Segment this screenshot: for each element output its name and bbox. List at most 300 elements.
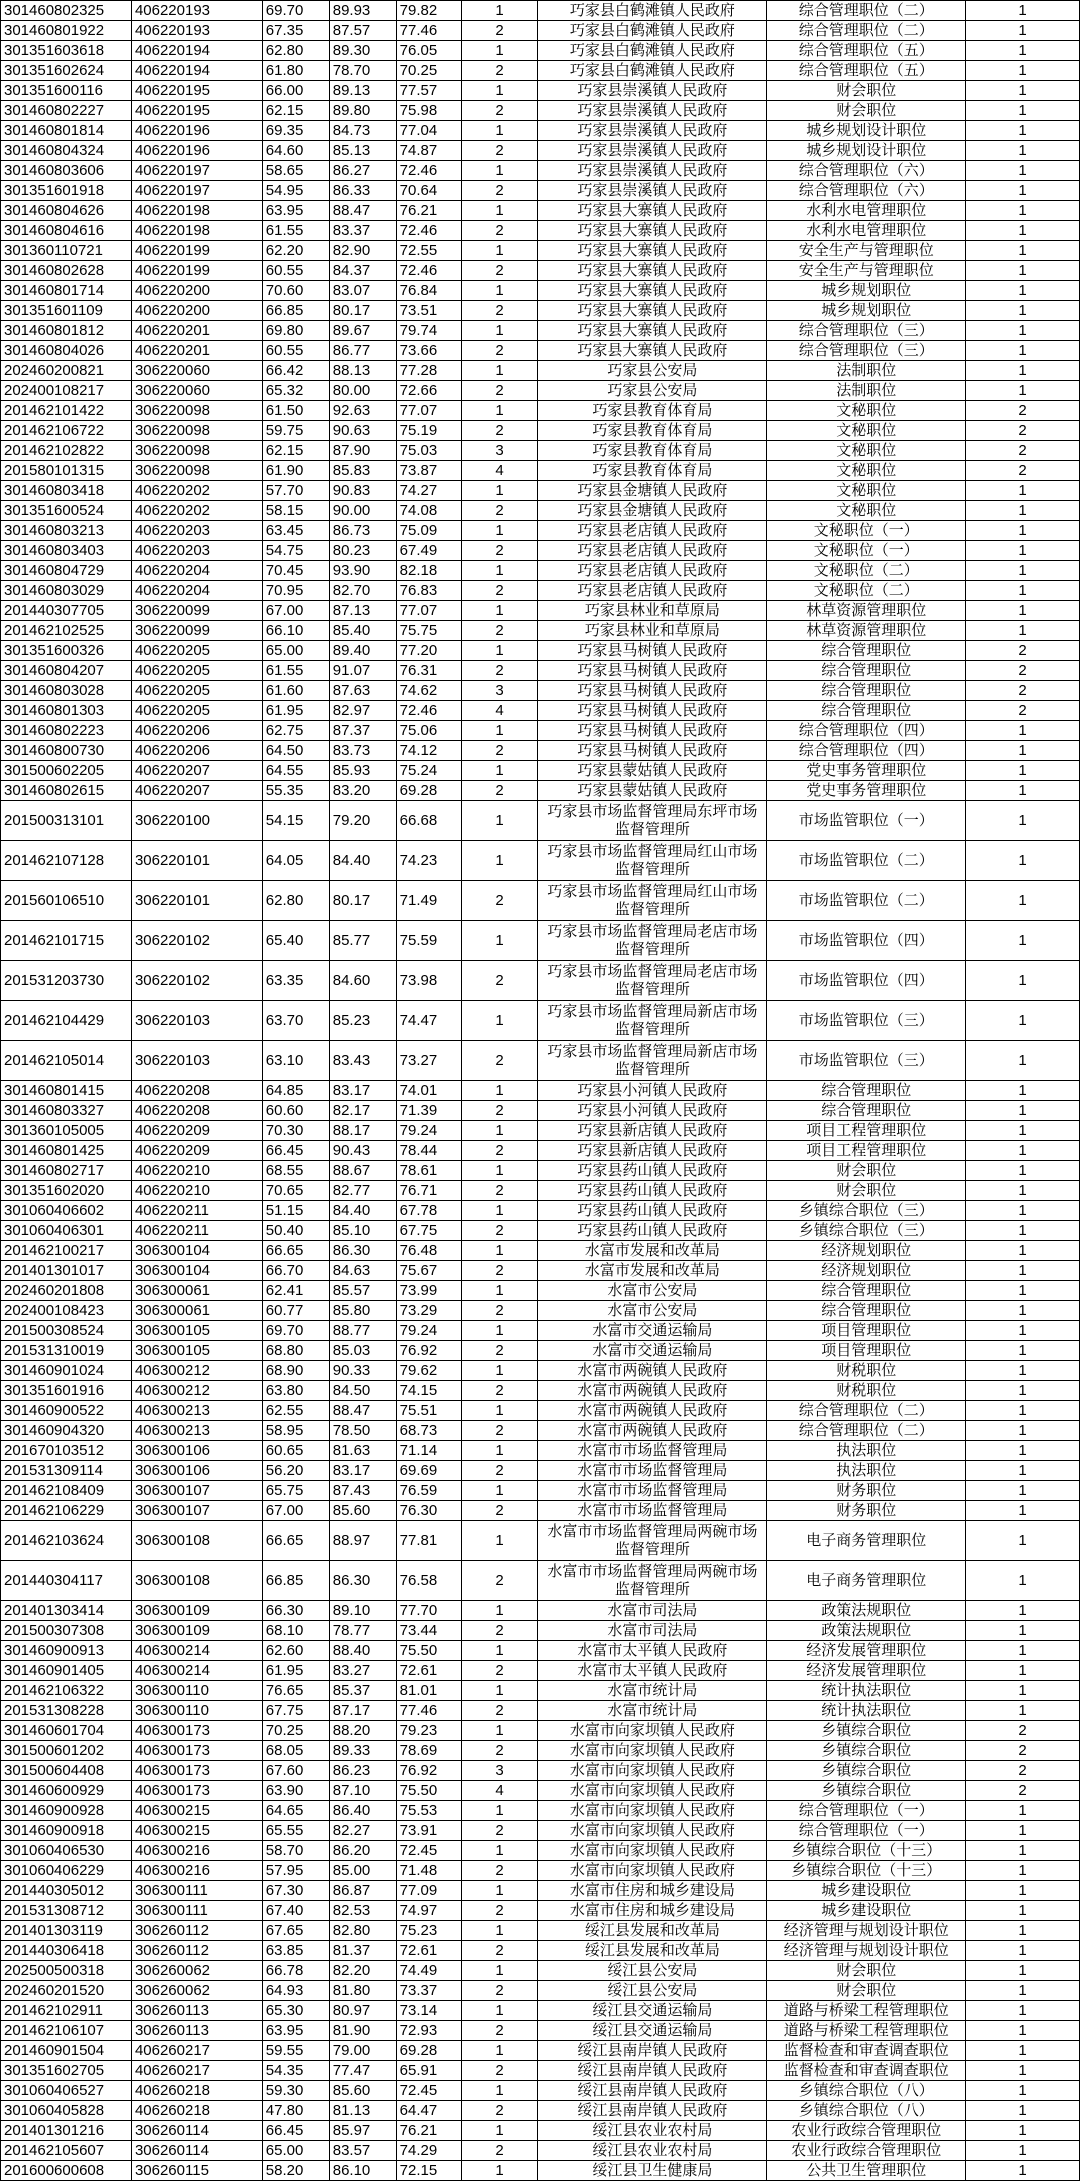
total-score-cell: 76.84 bbox=[396, 281, 461, 301]
employer-cell: 巧家县教育体育局 bbox=[538, 421, 767, 441]
rank-cell: 1 bbox=[461, 521, 538, 541]
rank-cell: 2 bbox=[461, 581, 538, 601]
interview-score-cell: 81.90 bbox=[329, 2021, 396, 2041]
interview-score-cell: 84.37 bbox=[329, 261, 396, 281]
candidate-id-cell: 301360110721 bbox=[1, 241, 132, 261]
candidate-id-cell: 201500313101 bbox=[1, 801, 132, 841]
candidate-id-cell: 301460900522 bbox=[1, 1401, 132, 1421]
position-name-cell: 乡镇综合职位 bbox=[767, 1761, 966, 1781]
total-score-cell: 73.27 bbox=[396, 1041, 461, 1081]
quota-cell: 2 bbox=[966, 441, 1080, 461]
total-score-cell: 72.46 bbox=[396, 701, 461, 721]
rank-cell: 2 bbox=[461, 961, 538, 1001]
candidate-id-cell: 301351603618 bbox=[1, 41, 132, 61]
rank-cell: 1 bbox=[461, 721, 538, 741]
table-row bbox=[1, 1841, 1080, 1861]
position-name-cell: 财会职位 bbox=[767, 1981, 966, 2001]
position-code-cell: 406220197 bbox=[131, 181, 262, 201]
quota-cell: 1 bbox=[966, 21, 1080, 41]
interview-score-cell: 87.37 bbox=[329, 721, 396, 741]
quota-cell: 1 bbox=[966, 1661, 1080, 1681]
quota-cell: 1 bbox=[966, 561, 1080, 581]
employer-cell: 水富市司法局 bbox=[538, 1601, 767, 1621]
total-score-cell: 68.73 bbox=[396, 1421, 461, 1441]
position-code-cell: 306300111 bbox=[131, 1901, 262, 1921]
position-name-cell: 乡镇综合职位 bbox=[767, 1741, 966, 1761]
rank-cell: 1 bbox=[461, 1441, 538, 1461]
position-code-cell: 306220098 bbox=[131, 441, 262, 461]
position-code-cell: 306300108 bbox=[131, 1561, 262, 1601]
rank-cell: 1 bbox=[461, 761, 538, 781]
table-row bbox=[1, 421, 1080, 441]
rank-cell: 2 bbox=[461, 541, 538, 561]
table-row bbox=[1, 1561, 1080, 1601]
interview-score-cell: 82.80 bbox=[329, 1921, 396, 1941]
table-row bbox=[1, 141, 1080, 161]
written-score-cell: 68.10 bbox=[262, 1621, 329, 1641]
candidate-id-cell: 201531308228 bbox=[1, 1701, 132, 1721]
quota-cell: 1 bbox=[966, 2041, 1080, 2061]
quota-cell: 1 bbox=[966, 1301, 1080, 1321]
interview-score-cell: 80.00 bbox=[329, 381, 396, 401]
position-name-cell: 财税职位 bbox=[767, 1381, 966, 1401]
candidate-id-cell: 301360105005 bbox=[1, 1121, 132, 1141]
candidate-id-cell: 201462105607 bbox=[1, 2141, 132, 2161]
position-name-cell: 监督检查和审查调查职位 bbox=[767, 2061, 966, 2081]
candidate-id-cell: 301460800730 bbox=[1, 741, 132, 761]
total-score-cell: 73.98 bbox=[396, 961, 461, 1001]
position-code-cell: 406300214 bbox=[131, 1661, 262, 1681]
quota-cell: 1 bbox=[966, 221, 1080, 241]
position-code-cell: 406220209 bbox=[131, 1121, 262, 1141]
table-row bbox=[1, 381, 1080, 401]
employer-cell: 巧家县马树镇人民政府 bbox=[538, 741, 767, 761]
position-code-cell: 306260114 bbox=[131, 2121, 262, 2141]
position-name-cell: 综合管理职位（二） bbox=[767, 1401, 966, 1421]
total-score-cell: 67.49 bbox=[396, 541, 461, 561]
table-body bbox=[1, 1, 1080, 2181]
employer-cell: 巧家县金塘镇人民政府 bbox=[538, 501, 767, 521]
employer-cell: 水富市向家坝镇人民政府 bbox=[538, 1821, 767, 1841]
quota-cell: 1 bbox=[966, 341, 1080, 361]
interview-score-cell: 88.97 bbox=[329, 1521, 396, 1561]
position-code-cell: 406300212 bbox=[131, 1361, 262, 1381]
position-code-cell: 406300215 bbox=[131, 1801, 262, 1821]
position-name-cell: 城乡建设职位 bbox=[767, 1881, 966, 1901]
table-row bbox=[1, 1901, 1080, 1921]
rank-cell: 2 bbox=[461, 2061, 538, 2081]
rank-cell: 1 bbox=[461, 1081, 538, 1101]
rank-cell: 1 bbox=[461, 1681, 538, 1701]
rank-cell: 1 bbox=[461, 201, 538, 221]
written-score-cell: 60.65 bbox=[262, 1441, 329, 1461]
interview-score-cell: 86.23 bbox=[329, 1761, 396, 1781]
employer-cell: 水富市向家坝镇人民政府 bbox=[538, 1741, 767, 1761]
interview-score-cell: 84.60 bbox=[329, 961, 396, 1001]
position-name-cell: 综合管理职位（四） bbox=[767, 721, 966, 741]
candidate-id-cell: 201462106107 bbox=[1, 2021, 132, 2041]
interview-score-cell: 81.13 bbox=[329, 2101, 396, 2121]
rank-cell: 2 bbox=[461, 1901, 538, 1921]
rank-cell: 3 bbox=[461, 441, 538, 461]
position-code-cell: 406260217 bbox=[131, 2061, 262, 2081]
rank-cell: 2 bbox=[461, 1461, 538, 1481]
written-score-cell: 62.55 bbox=[262, 1401, 329, 1421]
total-score-cell: 73.87 bbox=[396, 461, 461, 481]
interview-score-cell: 93.90 bbox=[329, 561, 396, 581]
written-score-cell: 70.95 bbox=[262, 581, 329, 601]
total-score-cell: 69.28 bbox=[396, 781, 461, 801]
position-name-cell: 综合管理职位 bbox=[767, 661, 966, 681]
written-score-cell: 62.80 bbox=[262, 881, 329, 921]
position-code-cell: 306260113 bbox=[131, 2021, 262, 2041]
employer-cell: 巧家县药山镇人民政府 bbox=[538, 1201, 767, 1221]
employer-cell: 绥江县农业农村局 bbox=[538, 2141, 767, 2161]
interview-score-cell: 81.63 bbox=[329, 1441, 396, 1461]
total-score-cell: 73.91 bbox=[396, 1821, 461, 1841]
rank-cell: 2 bbox=[461, 1141, 538, 1161]
interview-score-cell: 89.33 bbox=[329, 1741, 396, 1761]
position-code-cell: 406220207 bbox=[131, 761, 262, 781]
written-score-cell: 63.95 bbox=[262, 2021, 329, 2041]
table-row bbox=[1, 361, 1080, 381]
candidate-id-cell: 201580101315 bbox=[1, 461, 132, 481]
table-row bbox=[1, 641, 1080, 661]
table-row bbox=[1, 801, 1080, 841]
position-name-cell: 道路与桥梁工程管理职位 bbox=[767, 2001, 966, 2021]
position-name-cell: 经济发展管理职位 bbox=[767, 1661, 966, 1681]
candidate-id-cell: 201462106322 bbox=[1, 1681, 132, 1701]
interview-score-cell: 82.20 bbox=[329, 1961, 396, 1981]
total-score-cell: 82.18 bbox=[396, 561, 461, 581]
position-code-cell: 306300107 bbox=[131, 1481, 262, 1501]
candidate-id-cell: 301460803327 bbox=[1, 1101, 132, 1121]
position-name-cell: 项目工程管理职位 bbox=[767, 1141, 966, 1161]
employer-cell: 绥江县公安局 bbox=[538, 1981, 767, 2001]
position-code-cell: 406300216 bbox=[131, 1841, 262, 1861]
employer-cell: 巧家县公安局 bbox=[538, 361, 767, 381]
rank-cell: 2 bbox=[461, 1221, 538, 1241]
table-row bbox=[1, 2061, 1080, 2081]
candidate-id-cell: 301460802615 bbox=[1, 781, 132, 801]
quota-cell: 1 bbox=[966, 621, 1080, 641]
quota-cell: 1 bbox=[966, 481, 1080, 501]
candidate-id-cell: 201462102525 bbox=[1, 621, 132, 641]
table-row bbox=[1, 281, 1080, 301]
candidate-id-cell: 301060405828 bbox=[1, 2101, 132, 2121]
rank-cell: 2 bbox=[461, 661, 538, 681]
rank-cell: 1 bbox=[461, 1961, 538, 1981]
written-score-cell: 61.50 bbox=[262, 401, 329, 421]
interview-score-cell: 85.57 bbox=[329, 1281, 396, 1301]
quota-cell: 2 bbox=[966, 421, 1080, 441]
candidate-id-cell: 301460804324 bbox=[1, 141, 132, 161]
interview-score-cell: 88.67 bbox=[329, 1161, 396, 1181]
written-score-cell: 58.65 bbox=[262, 161, 329, 181]
employer-cell: 巧家县马树镇人民政府 bbox=[538, 701, 767, 721]
rank-cell: 2 bbox=[461, 141, 538, 161]
total-score-cell: 75.19 bbox=[396, 421, 461, 441]
total-score-cell: 74.47 bbox=[396, 1001, 461, 1041]
written-score-cell: 54.15 bbox=[262, 801, 329, 841]
position-name-cell: 乡镇综合职位 bbox=[767, 1781, 966, 1801]
candidate-id-cell: 201560106510 bbox=[1, 881, 132, 921]
position-name-cell: 经济管理与规划设计职位 bbox=[767, 1941, 966, 1961]
total-score-cell: 73.66 bbox=[396, 341, 461, 361]
table-row bbox=[1, 1101, 1080, 1121]
interview-score-cell: 81.80 bbox=[329, 1981, 396, 2001]
candidate-id-cell: 301060406301 bbox=[1, 1221, 132, 1241]
written-score-cell: 66.65 bbox=[262, 1521, 329, 1561]
candidate-id-cell: 301460802628 bbox=[1, 261, 132, 281]
written-score-cell: 62.75 bbox=[262, 721, 329, 741]
total-score-cell: 73.29 bbox=[396, 1301, 461, 1321]
total-score-cell: 75.59 bbox=[396, 921, 461, 961]
candidate-id-cell: 301460804626 bbox=[1, 201, 132, 221]
interview-score-cell: 87.57 bbox=[329, 21, 396, 41]
quota-cell: 1 bbox=[966, 1901, 1080, 1921]
rank-cell: 1 bbox=[461, 921, 538, 961]
employer-cell: 巧家县崇溪镇人民政府 bbox=[538, 101, 767, 121]
written-score-cell: 66.85 bbox=[262, 1561, 329, 1601]
total-score-cell: 72.46 bbox=[396, 261, 461, 281]
rank-cell: 2 bbox=[461, 341, 538, 361]
written-score-cell: 63.95 bbox=[262, 201, 329, 221]
employer-cell: 巧家县大寨镇人民政府 bbox=[538, 241, 767, 261]
quota-cell: 1 bbox=[966, 2081, 1080, 2101]
position-code-cell: 406220205 bbox=[131, 641, 262, 661]
interview-score-cell: 83.43 bbox=[329, 1041, 396, 1081]
position-name-cell: 综合管理职位（二） bbox=[767, 21, 966, 41]
interview-score-cell: 82.53 bbox=[329, 1901, 396, 1921]
position-code-cell: 406260218 bbox=[131, 2101, 262, 2121]
rank-cell: 1 bbox=[461, 2081, 538, 2101]
interview-score-cell: 90.43 bbox=[329, 1141, 396, 1161]
total-score-cell: 72.46 bbox=[396, 221, 461, 241]
total-score-cell: 77.09 bbox=[396, 1881, 461, 1901]
written-score-cell: 54.35 bbox=[262, 2061, 329, 2081]
interview-score-cell: 79.20 bbox=[329, 801, 396, 841]
written-score-cell: 67.30 bbox=[262, 1881, 329, 1901]
written-score-cell: 59.75 bbox=[262, 421, 329, 441]
quota-cell: 1 bbox=[966, 1, 1080, 21]
rank-cell: 3 bbox=[461, 1761, 538, 1781]
position-name-cell: 文秘职位 bbox=[767, 501, 966, 521]
position-code-cell: 306260112 bbox=[131, 1921, 262, 1941]
table-row bbox=[1, 1921, 1080, 1941]
interview-score-cell: 84.63 bbox=[329, 1261, 396, 1281]
table-row bbox=[1, 1781, 1080, 1801]
quota-cell: 1 bbox=[966, 241, 1080, 261]
employer-cell: 巧家县马树镇人民政府 bbox=[538, 661, 767, 681]
quota-cell: 1 bbox=[966, 1681, 1080, 1701]
total-score-cell: 74.12 bbox=[396, 741, 461, 761]
table-row bbox=[1, 1221, 1080, 1241]
table-row bbox=[1, 1401, 1080, 1421]
candidate-id-cell: 201462101422 bbox=[1, 401, 132, 421]
employer-cell: 水富市发展和改革局 bbox=[538, 1241, 767, 1261]
table-row bbox=[1, 761, 1080, 781]
table-row bbox=[1, 1321, 1080, 1341]
position-name-cell: 市场监管职位（一） bbox=[767, 801, 966, 841]
written-score-cell: 63.35 bbox=[262, 961, 329, 1001]
position-code-cell: 306300110 bbox=[131, 1701, 262, 1721]
rank-cell: 2 bbox=[461, 781, 538, 801]
employer-cell: 绥江县公安局 bbox=[538, 1961, 767, 1981]
total-score-cell: 70.64 bbox=[396, 181, 461, 201]
position-code-cell: 406220200 bbox=[131, 281, 262, 301]
rank-cell: 2 bbox=[461, 741, 538, 761]
position-name-cell: 法制职位 bbox=[767, 361, 966, 381]
employer-cell: 巧家县金塘镇人民政府 bbox=[538, 481, 767, 501]
position-code-cell: 306300108 bbox=[131, 1521, 262, 1561]
interview-score-cell: 80.17 bbox=[329, 881, 396, 921]
rank-cell: 2 bbox=[461, 1301, 538, 1321]
quota-cell: 1 bbox=[966, 321, 1080, 341]
table-row bbox=[1, 561, 1080, 581]
interview-score-cell: 85.93 bbox=[329, 761, 396, 781]
total-score-cell: 73.99 bbox=[396, 1281, 461, 1301]
total-score-cell: 79.74 bbox=[396, 321, 461, 341]
employer-cell: 水富市向家坝镇人民政府 bbox=[538, 1761, 767, 1781]
interview-score-cell: 87.63 bbox=[329, 681, 396, 701]
quota-cell: 1 bbox=[966, 1081, 1080, 1101]
interview-score-cell: 85.03 bbox=[329, 1341, 396, 1361]
total-score-cell: 77.46 bbox=[396, 1701, 461, 1721]
total-score-cell: 75.51 bbox=[396, 1401, 461, 1421]
written-score-cell: 64.93 bbox=[262, 1981, 329, 2001]
position-name-cell: 经济规划职位 bbox=[767, 1241, 966, 1261]
rank-cell: 2 bbox=[461, 381, 538, 401]
position-name-cell: 综合管理职位 bbox=[767, 641, 966, 661]
rank-cell: 2 bbox=[461, 881, 538, 921]
total-score-cell: 79.82 bbox=[396, 1, 461, 21]
interview-score-cell: 81.37 bbox=[329, 1941, 396, 1961]
written-score-cell: 67.60 bbox=[262, 1761, 329, 1781]
table-row bbox=[1, 1341, 1080, 1361]
position-name-cell: 文秘职位 bbox=[767, 401, 966, 421]
position-name-cell: 经济发展管理职位 bbox=[767, 1641, 966, 1661]
candidate-id-cell: 301060406527 bbox=[1, 2081, 132, 2101]
written-score-cell: 69.70 bbox=[262, 1321, 329, 1341]
candidate-id-cell: 202460201520 bbox=[1, 1981, 132, 2001]
position-code-cell: 306220060 bbox=[131, 361, 262, 381]
candidate-id-cell: 201462108409 bbox=[1, 1481, 132, 1501]
table-row bbox=[1, 1761, 1080, 1781]
total-score-cell: 66.68 bbox=[396, 801, 461, 841]
written-score-cell: 63.90 bbox=[262, 1781, 329, 1801]
written-score-cell: 69.35 bbox=[262, 121, 329, 141]
position-name-cell: 统计执法职位 bbox=[767, 1681, 966, 1701]
rank-cell: 2 bbox=[461, 181, 538, 201]
quota-cell: 1 bbox=[966, 841, 1080, 881]
candidate-id-cell: 301060406229 bbox=[1, 1861, 132, 1881]
position-name-cell: 市场监管职位（三） bbox=[767, 1001, 966, 1041]
total-score-cell: 74.23 bbox=[396, 841, 461, 881]
written-score-cell: 65.32 bbox=[262, 381, 329, 401]
interview-score-cell: 85.60 bbox=[329, 1501, 396, 1521]
position-code-cell: 306220101 bbox=[131, 881, 262, 921]
position-code-cell: 406220208 bbox=[131, 1081, 262, 1101]
written-score-cell: 58.70 bbox=[262, 1841, 329, 1861]
quota-cell: 1 bbox=[966, 2121, 1080, 2141]
table-row bbox=[1, 441, 1080, 461]
written-score-cell: 64.05 bbox=[262, 841, 329, 881]
rank-cell: 1 bbox=[461, 1201, 538, 1221]
written-score-cell: 61.95 bbox=[262, 701, 329, 721]
candidate-id-cell: 301460601704 bbox=[1, 1721, 132, 1741]
total-score-cell: 75.09 bbox=[396, 521, 461, 541]
table-row bbox=[1, 201, 1080, 221]
written-score-cell: 64.60 bbox=[262, 141, 329, 161]
rank-cell: 2 bbox=[461, 101, 538, 121]
quota-cell: 1 bbox=[966, 1861, 1080, 1881]
position-code-cell: 406220203 bbox=[131, 521, 262, 541]
quota-cell: 1 bbox=[966, 801, 1080, 841]
total-score-cell: 74.01 bbox=[396, 1081, 461, 1101]
table-row bbox=[1, 1701, 1080, 1721]
rank-cell: 1 bbox=[461, 1001, 538, 1041]
written-score-cell: 67.75 bbox=[262, 1701, 329, 1721]
quota-cell: 1 bbox=[966, 1921, 1080, 1941]
table-row bbox=[1, 541, 1080, 561]
rank-cell: 2 bbox=[461, 221, 538, 241]
candidate-id-cell: 301460801812 bbox=[1, 321, 132, 341]
quota-cell: 1 bbox=[966, 1601, 1080, 1621]
interview-score-cell: 82.77 bbox=[329, 1181, 396, 1201]
position-code-cell: 406300214 bbox=[131, 1641, 262, 1661]
interview-score-cell: 91.07 bbox=[329, 661, 396, 681]
position-name-cell: 林草资源管理职位 bbox=[767, 621, 966, 641]
total-score-cell: 76.05 bbox=[396, 41, 461, 61]
candidate-id-cell: 301460900918 bbox=[1, 1821, 132, 1841]
rank-cell: 2 bbox=[461, 2021, 538, 2041]
interview-score-cell: 83.17 bbox=[329, 1081, 396, 1101]
quota-cell: 1 bbox=[966, 1401, 1080, 1421]
table-row bbox=[1, 1981, 1080, 2001]
position-code-cell: 306220098 bbox=[131, 461, 262, 481]
table-row bbox=[1, 1481, 1080, 1501]
table-row bbox=[1, 1721, 1080, 1741]
table-row bbox=[1, 61, 1080, 81]
quota-cell: 1 bbox=[966, 2141, 1080, 2161]
total-score-cell: 76.31 bbox=[396, 661, 461, 681]
interview-score-cell: 84.50 bbox=[329, 1381, 396, 1401]
position-code-cell: 406260217 bbox=[131, 2041, 262, 2061]
interview-score-cell: 84.40 bbox=[329, 1201, 396, 1221]
interview-score-cell: 87.13 bbox=[329, 601, 396, 621]
quota-cell: 1 bbox=[966, 501, 1080, 521]
position-code-cell: 406220205 bbox=[131, 661, 262, 681]
written-score-cell: 62.15 bbox=[262, 101, 329, 121]
table-row bbox=[1, 1621, 1080, 1641]
rank-cell: 2 bbox=[461, 1381, 538, 1401]
position-code-cell: 406300215 bbox=[131, 1821, 262, 1841]
written-score-cell: 60.55 bbox=[262, 341, 329, 361]
employer-cell: 绥江县农业农村局 bbox=[538, 2121, 767, 2141]
quota-cell: 1 bbox=[966, 1361, 1080, 1381]
table-row bbox=[1, 2021, 1080, 2041]
quota-cell: 1 bbox=[966, 601, 1080, 621]
employer-cell: 水富市市场监督管理局两碗市场监督管理所 bbox=[538, 1561, 767, 1601]
table-row bbox=[1, 601, 1080, 621]
position-code-cell: 406220196 bbox=[131, 141, 262, 161]
candidate-id-cell: 201440304117 bbox=[1, 1561, 132, 1601]
total-score-cell: 78.69 bbox=[396, 1741, 461, 1761]
total-score-cell: 72.15 bbox=[396, 2161, 461, 2181]
candidate-id-cell: 301460600929 bbox=[1, 1781, 132, 1801]
total-score-cell: 74.87 bbox=[396, 141, 461, 161]
